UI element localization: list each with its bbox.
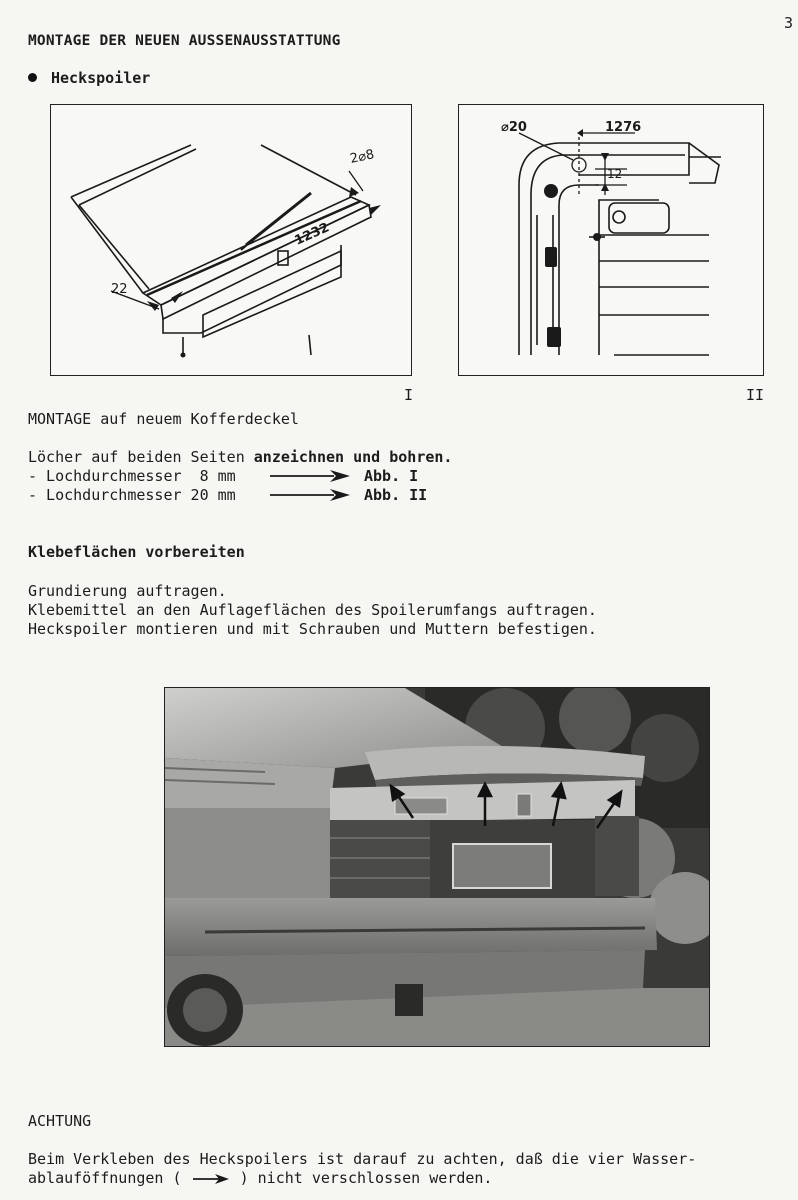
intro-bold: anzeichnen und bohren. [253,448,453,466]
page-heading: MONTAGE DER NEUEN AUSSENAUSSTATTUNG [28,33,341,49]
annotation-edge: 22 [111,282,128,297]
list-item-1-ref: Abb. I [364,467,419,485]
spoiler-detail-drawing [459,105,763,375]
section2-line-1: Grundierung auftragen. [28,582,227,600]
arrow-right-icon [270,489,352,501]
intro-normal: Löcher auf beiden Seiten [28,448,254,466]
figure-1-label: I [404,386,414,404]
section2-title: Klebeflächen vorbereiten [28,543,245,561]
list-item-1: - Lochdurchmesser 8 mm [28,467,236,485]
list-item-2-ref: Abb. II [364,486,428,504]
section1-title: MONTAGE auf neuem Kofferdeckel [28,410,299,428]
car-rear-photo [164,687,710,1047]
section1-intro [28,448,452,466]
warning-line-1: Beim Verkleben des Heckspoilers ist darauf zu achten, daß die vier Wasser- [28,1150,697,1168]
arrow-right-icon [270,470,352,482]
figure-2-detail [458,104,764,376]
warning-title: ACHTUNG [28,1112,92,1130]
car-rear-illustration [165,688,709,1046]
trunk-lid-drawing [51,105,411,375]
warning-line-2-a: ablauföffnungen ( [28,1169,191,1187]
annotation-width: 1276 [605,120,642,135]
warning-line-2 [28,1169,492,1187]
page-number: 3 [784,14,794,32]
annotation-width: 1232 [292,220,332,249]
annotation-holes: 2⌀8 [348,147,376,167]
section2-line-3: Heckspoiler montieren und mit Schrauben und Muttern befestigen. [28,620,597,638]
section-subheading [28,69,150,87]
annotation-offset: 12 [607,167,623,181]
bullet-icon [28,73,37,82]
section2-line-2: Klebemittel an den Auflageflächen des Spoilerumfangs auftragen. [28,601,597,619]
figure-2-label: II [746,386,765,404]
annotation-diameter: ⌀20 [501,120,527,135]
warning-line-2-b: ) nicht verschlossen werden. [230,1169,493,1187]
arrow-right-icon [191,1174,231,1184]
list-item-2: - Lochdurchmesser 20 mm [28,486,236,504]
figure-1-trunk-lid [50,104,412,376]
subheading-text: Heckspoiler [51,69,151,87]
